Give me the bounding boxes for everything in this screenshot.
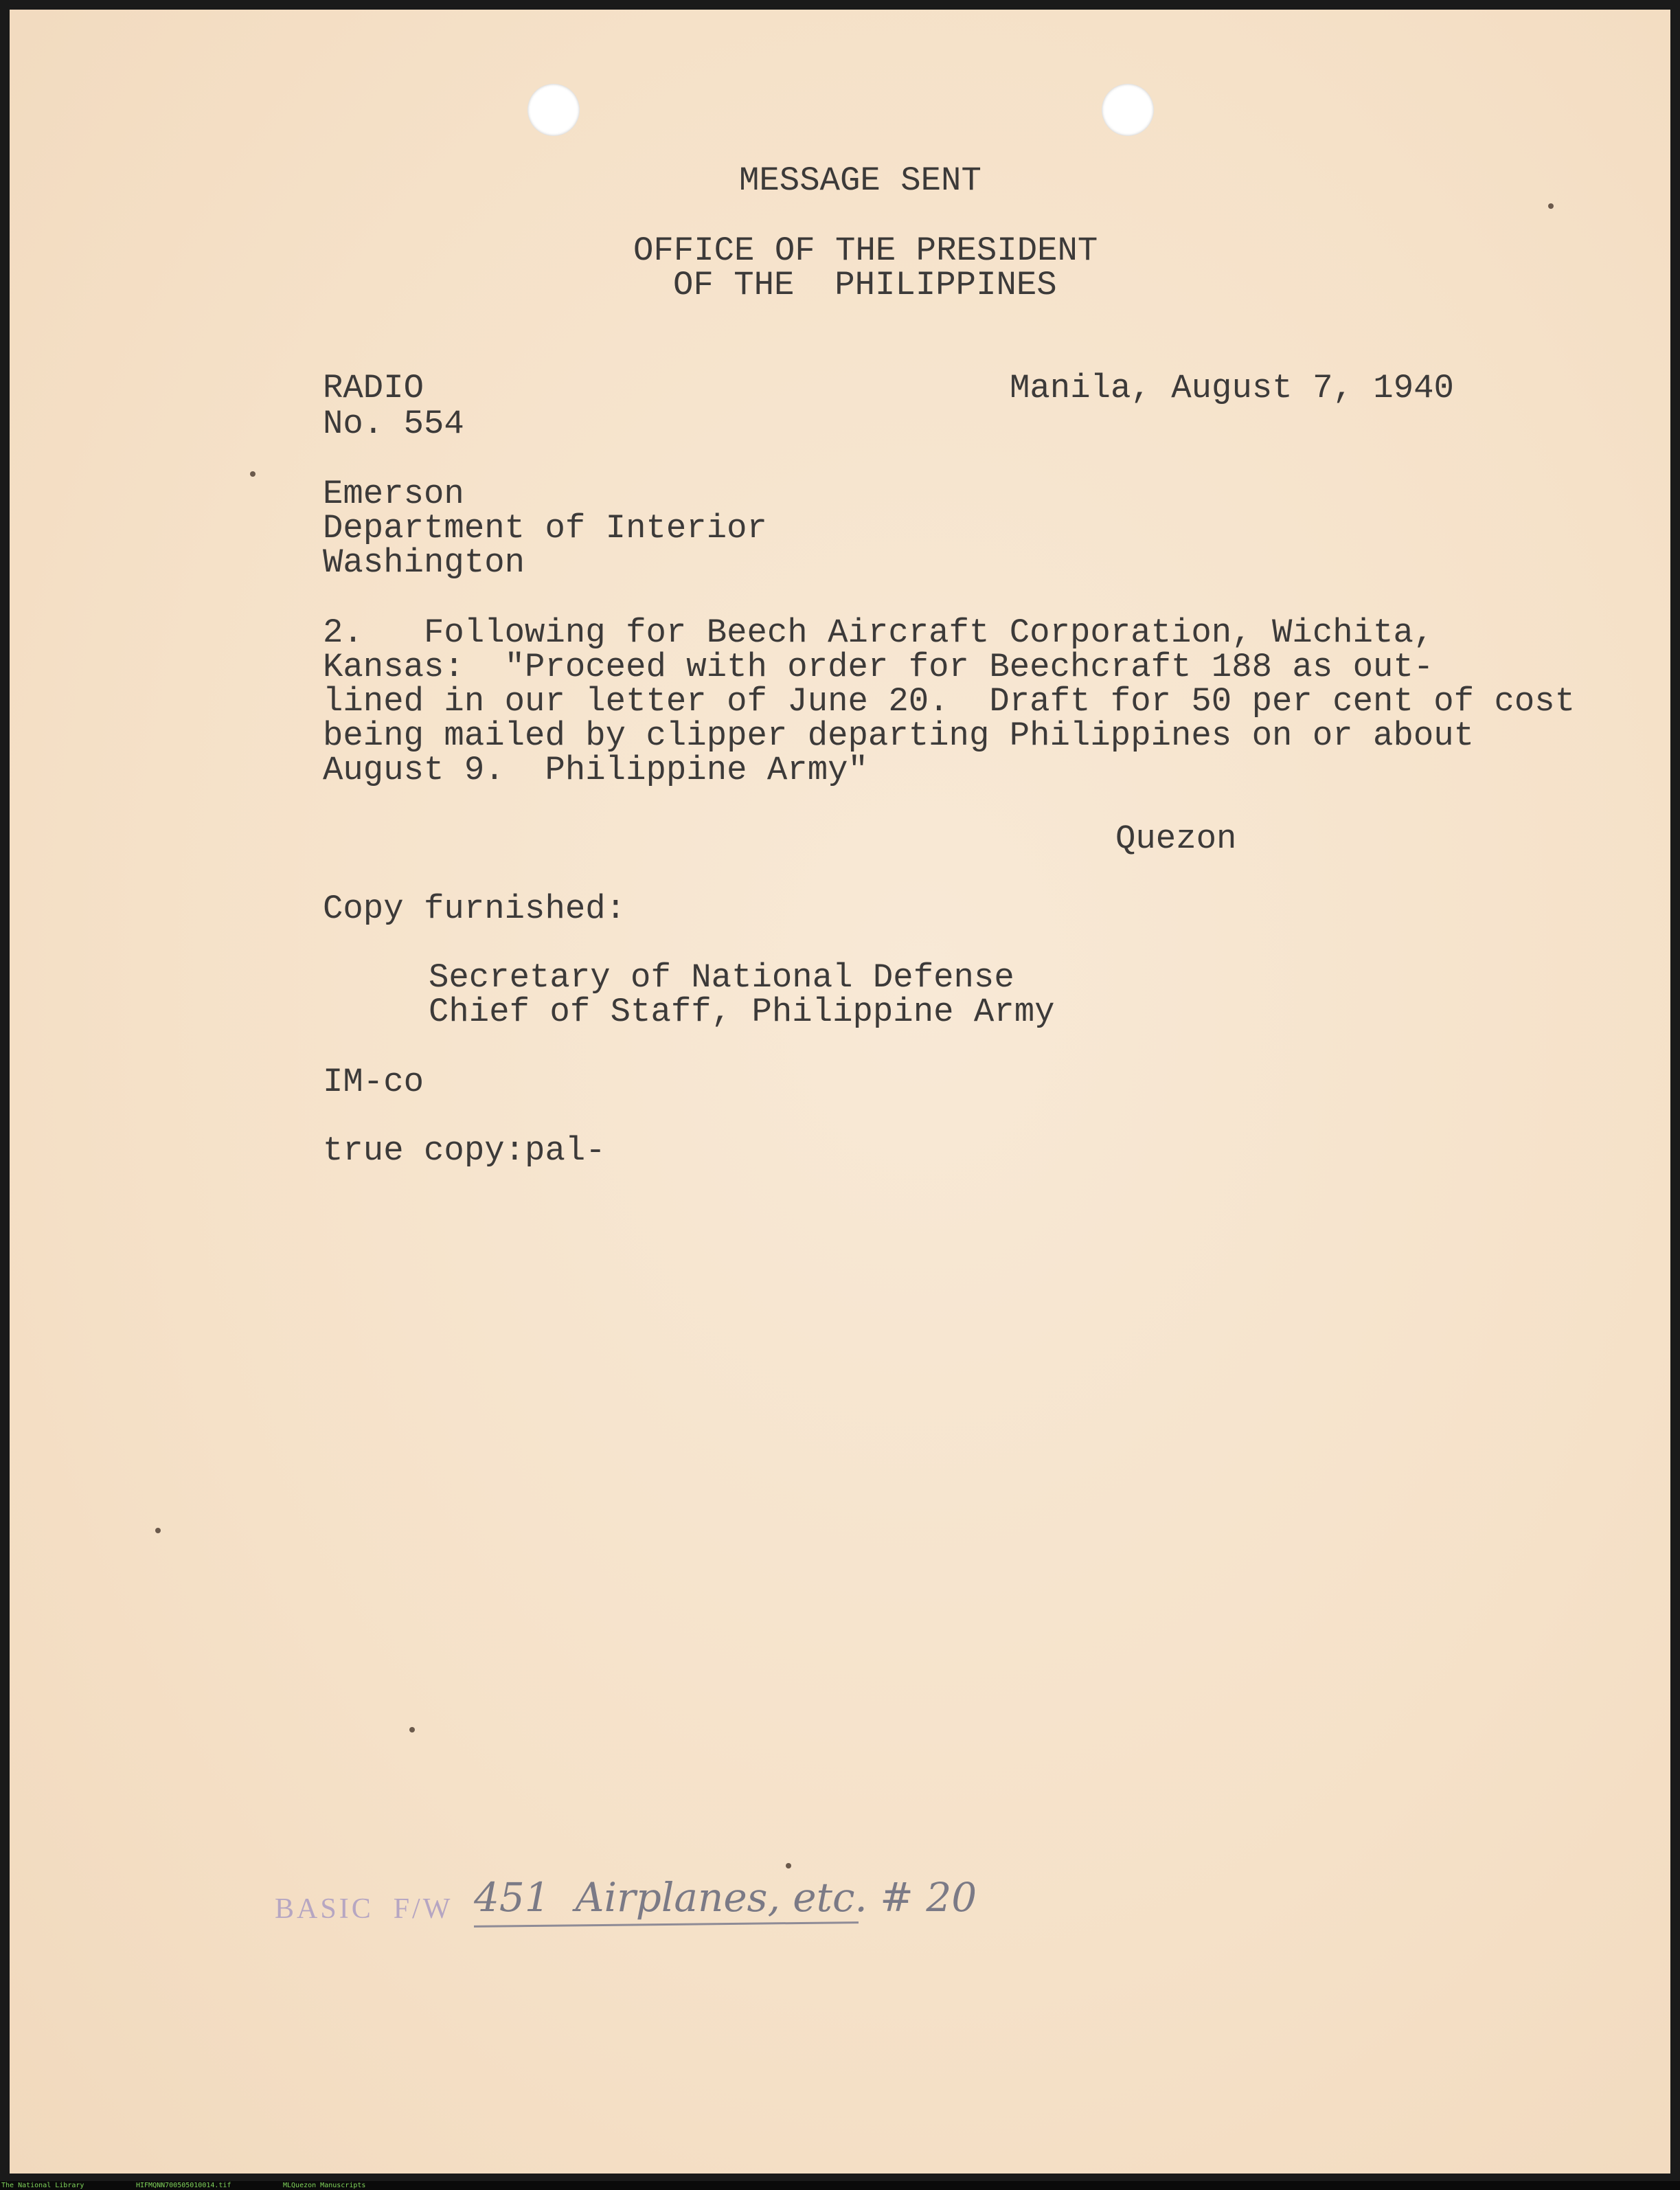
message-type: RADIO <box>323 369 424 407</box>
paper-speck <box>786 1863 791 1869</box>
recipient-department: Department of Interior <box>323 509 767 548</box>
message-number: No. 554 <box>323 405 464 443</box>
copy-recipient: Secretary of National Defense <box>429 958 1014 997</box>
office-line-2: OF THE PHILIPPINES <box>673 266 1057 304</box>
copy-furnished-label: Copy furnished: <box>323 890 626 928</box>
body-line: Kansas: "Proceed with order for Beechcraft 188 as out- <box>323 648 1434 686</box>
true-copy-note: true copy:pal- <box>323 1131 606 1170</box>
punch-hole-left <box>527 84 580 136</box>
body-line: being mailed by clipper departing Philippines on or about <box>323 716 1475 755</box>
paper-speck <box>1548 203 1554 209</box>
scan-footer-bar <box>0 2181 1680 2190</box>
place-and-date: Manila, August 7, 1940 <box>1010 369 1454 407</box>
paper-speck <box>250 471 256 477</box>
recipient-name: Emerson <box>323 475 464 513</box>
signature: Quezon <box>1115 820 1237 858</box>
document-page <box>10 10 1670 2174</box>
body-line: 2. Following for Beech Aircraft Corporation, Wichita, <box>323 613 1434 652</box>
handwritten-file-note: 451 Airplanes, etc. # 20 <box>474 1874 977 1921</box>
copy-recipient: Chief of Staff, Philippine Army <box>429 993 1055 1031</box>
paper-speck <box>155 1528 161 1533</box>
typist-initials: IM-co <box>323 1063 424 1101</box>
body-line: lined in our letter of June 20. Draft for 50 per cent of cost <box>323 682 1576 721</box>
footer-filename: HIFMQNN700505010014.tif <box>136 2182 231 2189</box>
recipient-city: Washington <box>323 543 525 582</box>
file-stamp: BASIC F/W <box>275 1893 453 1925</box>
punch-hole-right <box>1102 84 1154 136</box>
paper-speck <box>409 1727 415 1732</box>
footer-collection: MLQuezon Manuscripts <box>283 2182 366 2189</box>
office-line-1: OFFICE OF THE PRESIDENT <box>633 232 1098 270</box>
message-heading: MESSAGE SENT <box>739 161 981 200</box>
body-line: August 9. Philippine Army" <box>323 751 868 789</box>
footer-library: The National Library <box>1 2182 84 2189</box>
